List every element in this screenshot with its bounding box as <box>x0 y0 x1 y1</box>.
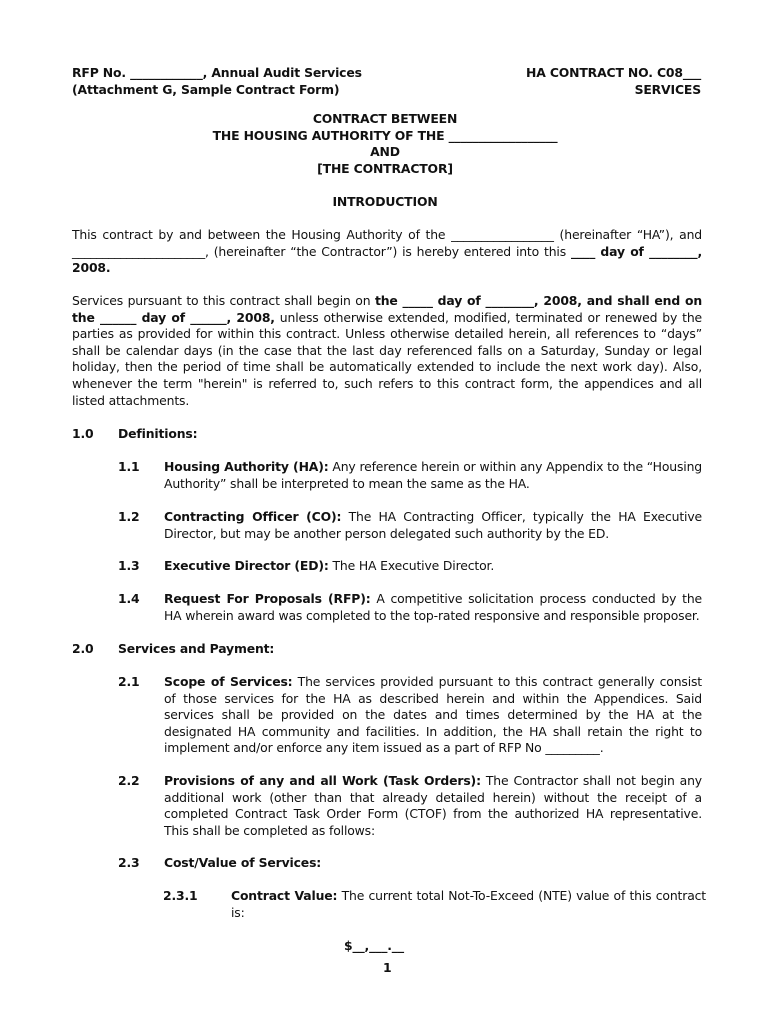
item-text: The Contractor shall not begin any additional work (other than that already detailed herein) without the receipt of a completed Contract Task Order Form (CTOF) from the authorized HA representative. This shall be completed as follows: <box>164 773 702 838</box>
item-number: 1.4 <box>118 591 140 606</box>
item-text: The current total Not-To-Exceed (NTE) value of this contract is: <box>231 888 707 920</box>
intro-p2-dates: the _____ day of ________, 2008, and shall end on the ______ day of ______, 2008, <box>72 293 702 325</box>
item-number: 1.1 <box>118 459 140 474</box>
contract-number: HA CONTRACT NO. C08___ <box>526 65 701 80</box>
item-text: The services provided pursuant to this contract generally consist of those services for the HA as described herein and within the Appendices. Said services shall be provided on the dates and times determined by the HA at the designated HA community and facilities. In addition, the HA shall retain the right to implement and/or enforce any item issued as a part of RFP No _________. <box>164 674 703 756</box>
item-text: A competitive solicitation process conducted by the HA wherein award was completed to the top-rated responsive and responsible proposer. <box>164 591 702 623</box>
item-term: Contracting Officer (CO): <box>164 509 342 524</box>
item-term: Contract Value: <box>231 888 338 903</box>
section-2-heading <box>72 641 274 658</box>
section-title: Services and Payment: <box>118 641 275 656</box>
services-label: SERVICES <box>634 82 701 97</box>
item-number: 2.1 <box>118 674 140 689</box>
item-text: The HA Executive Director. <box>328 558 495 573</box>
item-number: 2.3.1 <box>163 888 198 903</box>
item-term: Request For Proposals (RFP): <box>164 591 371 606</box>
title-line-2: THE HOUSING AUTHORITY OF THE __________________ <box>212 127 558 143</box>
contract-amount: $__,___.__ <box>344 938 404 953</box>
item-term: Housing Authority (HA): <box>164 459 329 474</box>
item-term: Provisions of any and all Work (Task Orders): <box>164 773 481 788</box>
item-text: Any reference herein or within any Appendix to the “Housing Authority” shall be interpreted to mean the same as the HA. <box>164 459 702 491</box>
item-number: 2.3 <box>118 855 140 870</box>
item-number: 1.2 <box>118 509 140 524</box>
item-term: Executive Director (ED): <box>164 558 329 573</box>
section-number: 1.0 <box>72 426 94 441</box>
item-number: 1.3 <box>118 558 140 573</box>
title-line-4: [THE CONTRACTOR] <box>317 160 453 176</box>
intro-paragraph-2 <box>72 293 702 409</box>
title-line-1: CONTRACT BETWEEN <box>312 111 458 126</box>
intro-paragraph-1 <box>72 227 702 277</box>
item-term: Cost/Value of Services: <box>164 855 322 870</box>
section-1-heading <box>72 426 197 443</box>
page-number: 1 <box>383 960 392 975</box>
intro-p1-text: This contract by and between the Housing Authority of the _________________ (hereinafter “HA”), and ______________________, (hereinafter “the Contractor”) is hereby entered into this <box>72 227 702 259</box>
intro-p2-lead: Services pursuant to this contract shall begin on <box>72 293 375 308</box>
section-number: 2.0 <box>72 641 94 656</box>
attachment-line: (Attachment G, Sample Contract Form) <box>72 82 340 97</box>
item-text: The HA Contracting Officer, typically the HA Executive Director, but may be another person delegated such authority by the ED. <box>164 509 702 541</box>
intro-p1-date: ____ day of ________, 2008. <box>72 243 703 276</box>
item-number: 2.2 <box>118 773 140 788</box>
rfp-line: RFP No. ____________, Annual Audit Services <box>72 65 362 80</box>
introduction-heading: INTRODUCTION <box>332 194 438 209</box>
title-line-3: AND <box>370 144 400 160</box>
section-title: Definitions: <box>118 426 198 441</box>
contract-title <box>0 111 770 177</box>
intro-p2-text: unless otherwise extended, modified, terminated or renewed by the parties as provided for within this contract. Unless otherwise detailed herein, all references to “days” shall be calendar days (in the case that the last day referenced falls on a Saturday, Sunday or legal holiday, then the period of time shall be automatically extended to include the next work day). Also, whenever the term "herein" is referred to, such refers to this contract form, the appendices and all listed attachments. <box>72 309 702 408</box>
item-term: Scope of Services: <box>164 674 293 689</box>
header-right <box>526 64 701 98</box>
header-left <box>72 64 362 98</box>
